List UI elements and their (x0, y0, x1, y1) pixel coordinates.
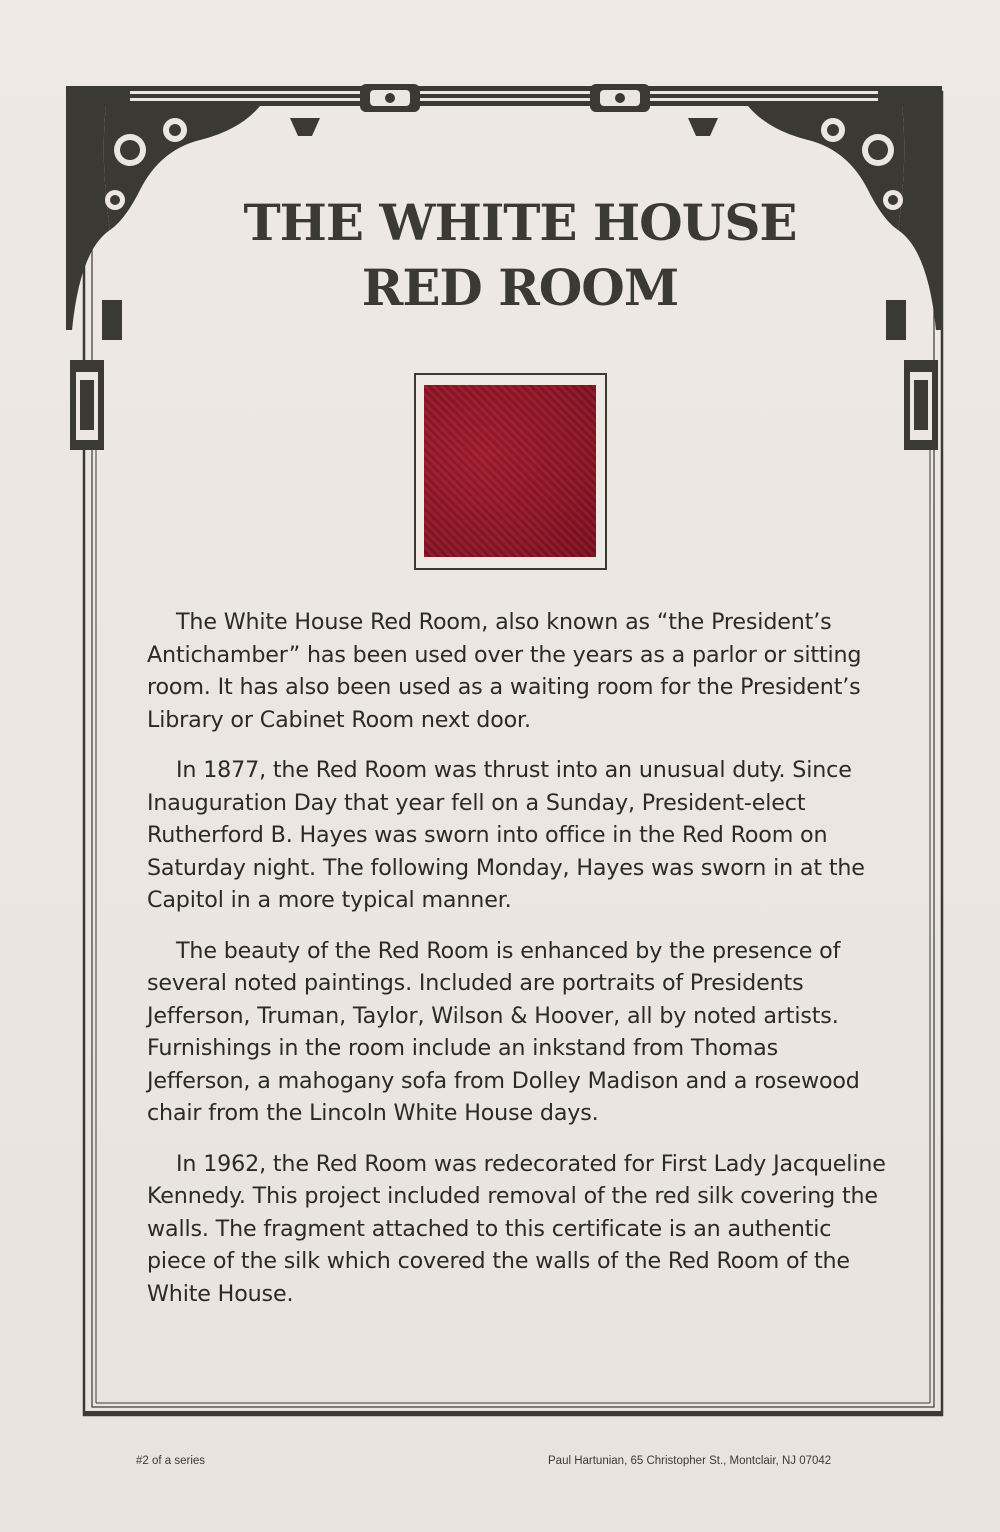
red-silk-fabric-swatch (424, 385, 596, 557)
paragraph-3: The beauty of the Red Room is enhanced by the presence of several noted paintings. Included are portraits of Presidents Jefferson, Truman, Taylor, Wilson & Hoover, all by noted artists. Furnishings in the room include an inkstand from Thomas Jefferson, a mahogany sofa from Dolley Madison and a rosewood chair from the Lincoln White House days. (147, 937, 860, 1126)
top-border-band (84, 86, 942, 106)
page-title-line-1: THE WHITE HOUSE (243, 193, 797, 252)
publisher-address: Paul Hartunian, 65 Christopher St., Montclair, NJ 07042 (548, 1455, 832, 1467)
series-number: #2 of a series (136, 1455, 206, 1467)
description-text (147, 606, 887, 1328)
paragraph-1: The White House Red Room, also known as “the President’s Antichamber” has been used over the years as a parlor or sitting room. It has also been used as a waiting room for the President’s Library or Cabinet Room next door. (147, 609, 862, 733)
page-title-line-2: RED ROOM (361, 258, 679, 317)
fabric-swatch-frame (414, 373, 607, 570)
paragraph-2: In 1877, the Red Room was thrust into an unusual duty. Since Inauguration Day that year fell on a Sunday, President-elect Rutherford B. Hayes was sworn into office in the Red Room on Saturday night. The following Monday, Hayes was sworn in at the Capitol in a more typical manner. (147, 757, 865, 913)
paragraph-4: In 1962, the Red Room was redecorated for First Lady Jacqueline Kennedy. This project included removal of the red silk covering the walls. The fragment attached to this certificate is an authentic piece of the silk which covered the walls of the Red Room of the White House. (147, 1150, 886, 1307)
